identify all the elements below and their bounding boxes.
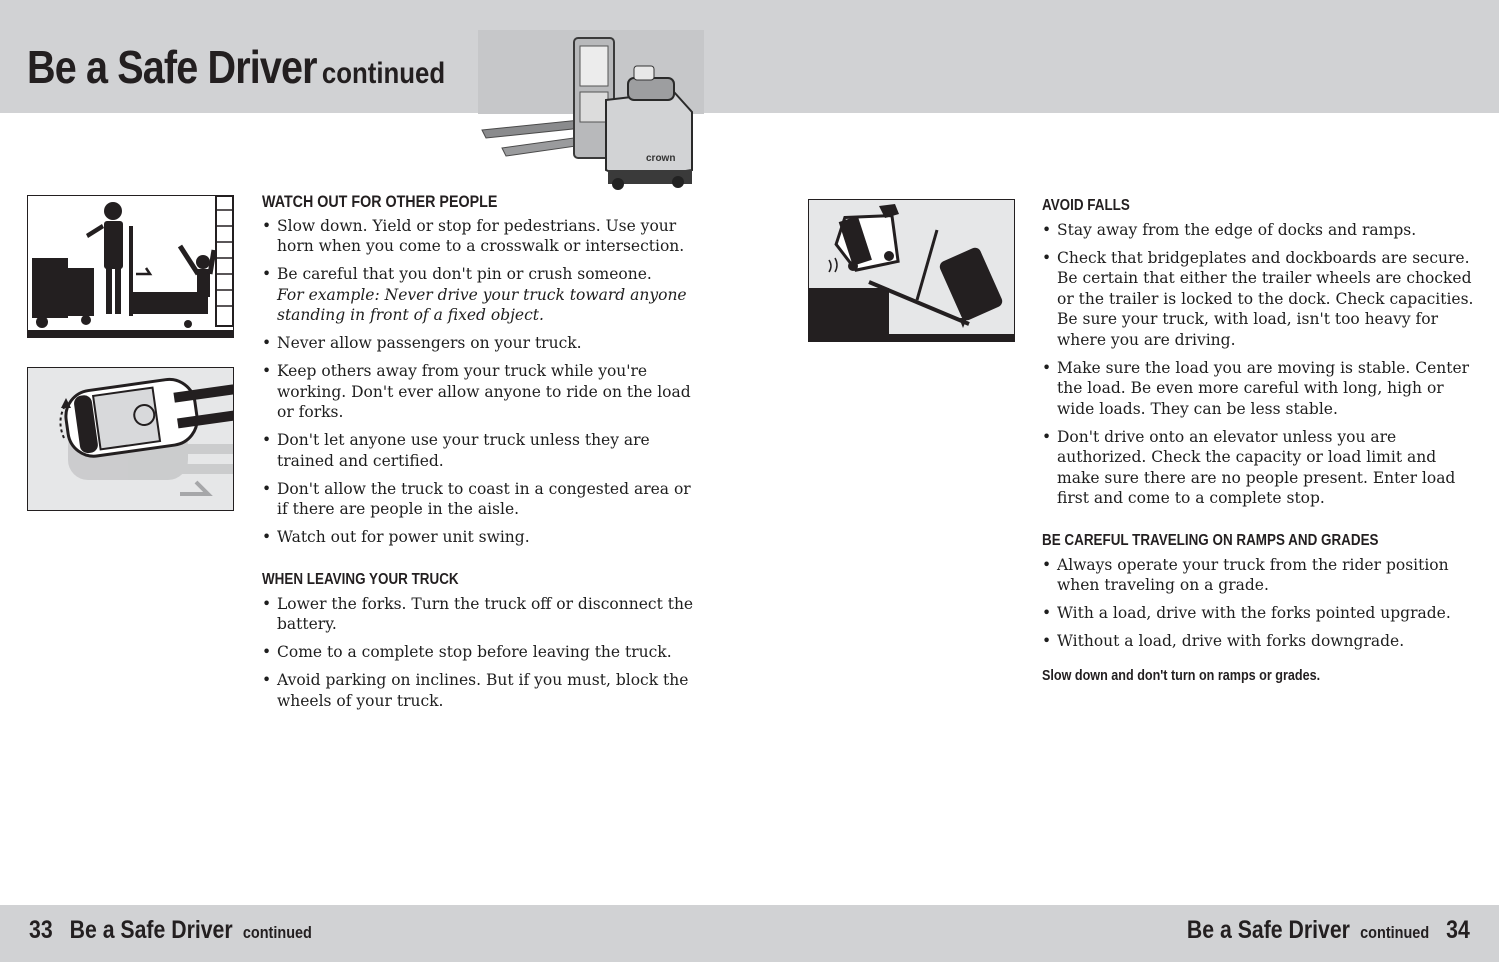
list-item: • Avoid parking on inclines. But if you must, block the wheels of your truck. [262, 670, 702, 711]
heading-leaving-truck: WHEN LEAVING YOUR TRUCK [262, 571, 459, 588]
left-text-column [262, 192, 702, 719]
power-unit-swing-illustration [28, 368, 233, 510]
list-item: • Watch out for power unit swing. [262, 527, 702, 548]
list-item: • Never allow passengers on your truck. [262, 333, 702, 354]
list-item: • Slow down. Yield or stop for pedestrians. Use your horn when you come to a crosswalk or intersection. [262, 216, 702, 257]
figure-pedestrian-warning [27, 195, 234, 338]
page-title [27, 40, 445, 94]
page-title-text: Be a Safe Driver [27, 41, 317, 93]
list-item-text: Be careful that you don't pin or crush someone. [277, 265, 652, 283]
figure-power-unit-swing [27, 367, 234, 511]
footer-title-left: Be a Safe Driver [69, 916, 233, 944]
list-item: • Don't let anyone use your truck unless they are trained and certified. [262, 430, 702, 471]
list-item: • Don't allow the truck to coast in a congested area or if there are people in the aisle. [262, 479, 702, 520]
list-item: • With a load, drive with the forks pointed upgrade. [1042, 603, 1482, 624]
list-item: • Make sure the load you are moving is stable. Center the load. Be even more careful with long, high or wide loads. They can be less stable. [1042, 358, 1482, 420]
heading-avoid-falls: AVOID FALLS [1042, 197, 1130, 214]
footer-subtitle-left: continued [242, 923, 312, 942]
right-text-column [1042, 196, 1482, 686]
figure-dock-fall [808, 199, 1015, 342]
pallet-truck-illustration [478, 30, 704, 192]
list-item: • Stay away from the edge of docks and ramps. [1042, 220, 1482, 241]
heading-ramps-grades: BE CAREFUL TRAVELING ON RAMPS AND GRADES [1042, 532, 1379, 549]
list-item: • Lower the forks. Turn the truck off or disconnect the battery. [262, 594, 702, 635]
list-item: • Keep others away from your truck while you're working. Don't ever allow anyone to ride on the load or forks. [262, 361, 702, 423]
list-item: • Without a load, drive with forks downgrade. [1042, 631, 1482, 652]
leaving-truck-list [262, 594, 702, 712]
footer-title-right: Be a Safe Driver [1187, 916, 1351, 944]
list-item: • Always operate your truck from the rider position when traveling on a grade. [1042, 555, 1482, 596]
list-item: • Check that bridgeplates and dockboards are secure. Be certain that either the trailer wheels are chocked or the trailer is locked to the dock. Check capacities. Be sure your truck, with load, isn't too heavy for where you are driving. [1042, 248, 1482, 351]
list-item: • Come to a complete stop before leaving the truck. [262, 642, 702, 663]
page-title-subtitle: continued [321, 57, 446, 90]
page-number-right: 34 [1446, 916, 1470, 944]
avoid-falls-list [1042, 220, 1482, 509]
footer-left [29, 916, 317, 945]
list-item [262, 264, 702, 326]
pedestrian-illustration [28, 196, 233, 337]
footer-subtitle-right: continued [1360, 923, 1430, 942]
dock-fall-illustration [809, 200, 1014, 341]
list-item: • Don't drive onto an elevator unless you are authorized. Check the capacity or load limit and make sure there are no people present. Enter load first and come to a complete stop. [1042, 427, 1482, 509]
heading-watch-out: WATCH OUT FOR OTHER PEOPLE [262, 192, 498, 211]
example-text: For example: Never drive your truck toward anyone standing in front of a fixed object. [277, 285, 687, 324]
watch-out-list [262, 216, 702, 548]
crown-logo: crown [646, 153, 676, 164]
page-number-left: 33 [29, 916, 53, 944]
footer-right [1182, 916, 1470, 945]
ramps-grades-list [1042, 555, 1482, 652]
ramps-note: Slow down and don't turn on ramps or grades. [1042, 666, 1321, 684]
